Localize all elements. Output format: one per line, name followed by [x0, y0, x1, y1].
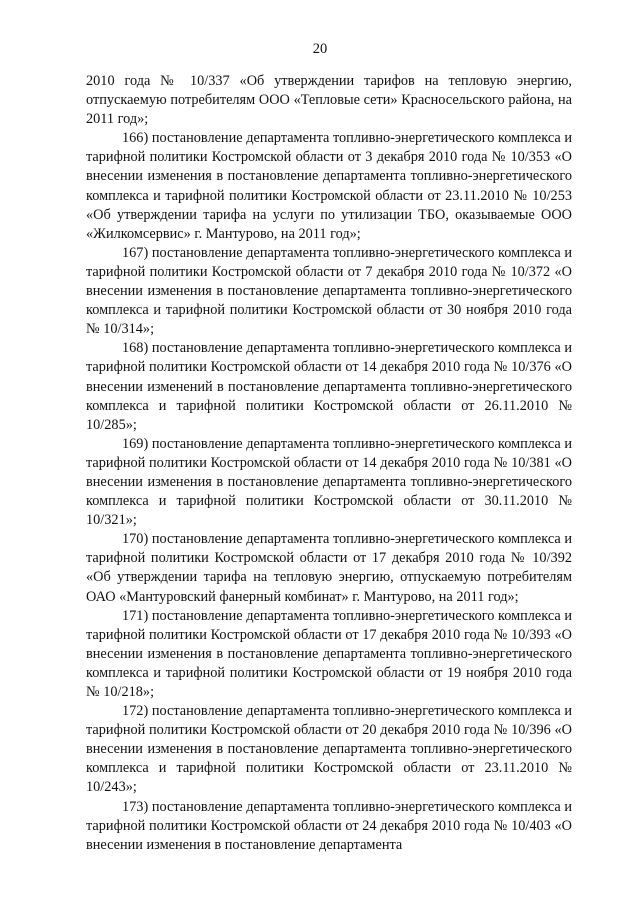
- page-number: 20: [312, 41, 328, 57]
- list-item-172: 172) постановление департамента топливно-энергетического комплекса и тарифной политики Костромской области от 20 декабря 2010 года № 10/396 «О внесении изменения в постановление департамента топливно-энергетического комплекса и тарифной политики Костромской области от 23.11.2010 № 10/243»;: [86, 703, 572, 796]
- list-item-170: 170) постановление департамента топливно-энергетического комплекса и тарифной политики Костромской области от 17 декабря 2010 года № 10/392 «Об утверждении тарифа на тепловую энергию, отпускаемую потребителям ОАО «Мантуровский фанерный комбинат» г. Мантурово, на 2011 год»;: [86, 531, 572, 605]
- document-body: [86, 72, 572, 855]
- list-item-171: 171) постановление департамента топливно-энергетического комплекса и тарифной политики Костромской области от 17 декабря 2010 года № 10/393 «О внесении изменения в постановление департамента топливно-энергетического комплекса и тарифной политики Костромской области от 19 ноября 2010 года № 10/218»;: [86, 607, 572, 700]
- list-item-169: 169) постановление департамента топливно-энергетического комплекса и тарифной политики Костромской области от 14 декабря 2010 года № 10/381 «О внесении изменения в постановление департамента топливно-энергетического комплекса и тарифной политики Костромской области от 30.11.2010 № 10/321»;: [86, 435, 572, 529]
- list-item-168: 168) постановление департамента топливно-энергетического комплекса и тарифной политики Костромской области от 14 декабря 2010 года № 10/376 «О внесении изменений в постановление департамента топливно-энергетического комплекса и тарифной политики Костромской области от 26.11.2010 № 10/285»;: [86, 340, 572, 433]
- list-item-173: 173) постановление департамента топливно-энергетического комплекса и тарифной политики Костромской области от 24 декабря 2010 года № 10/403 «О внесении изменения в постановление департамента: [86, 798, 572, 853]
- list-item-167: 167) постановление департамента топливно-энергетического комплекса и тарифной политики Костромской области от 7 декабря 2010 года № 10/372 «О внесении изменения в постановление департамента топливно-энергетического комплекса и тарифной политики Костромской области от 30 ноября 2010 года № 10/314»;: [86, 244, 572, 338]
- paragraph-continuation: 2010 года № 10/337 «Об утверждении тарифов на тепловую энергию, отпускаемую потребителям ООО «Тепловые сети» Красносельского района, на 2011 год»;: [86, 73, 572, 128]
- list-item-166: 166) постановление департамента топливно-энергетического комплекса и тарифной политики Костромской области от 3 декабря 2010 года № 10/353 «О внесении изменения в постановление департамента топливно-энергетического комплекса и тарифной политики Костромской области от 23.11.2010 № 10/253 «Об утверждении тарифа на услуги по утилизации ТБО, оказываемые ООО «Жилкомсервис» г. Мантурово, на 2011 год»;: [86, 130, 572, 242]
